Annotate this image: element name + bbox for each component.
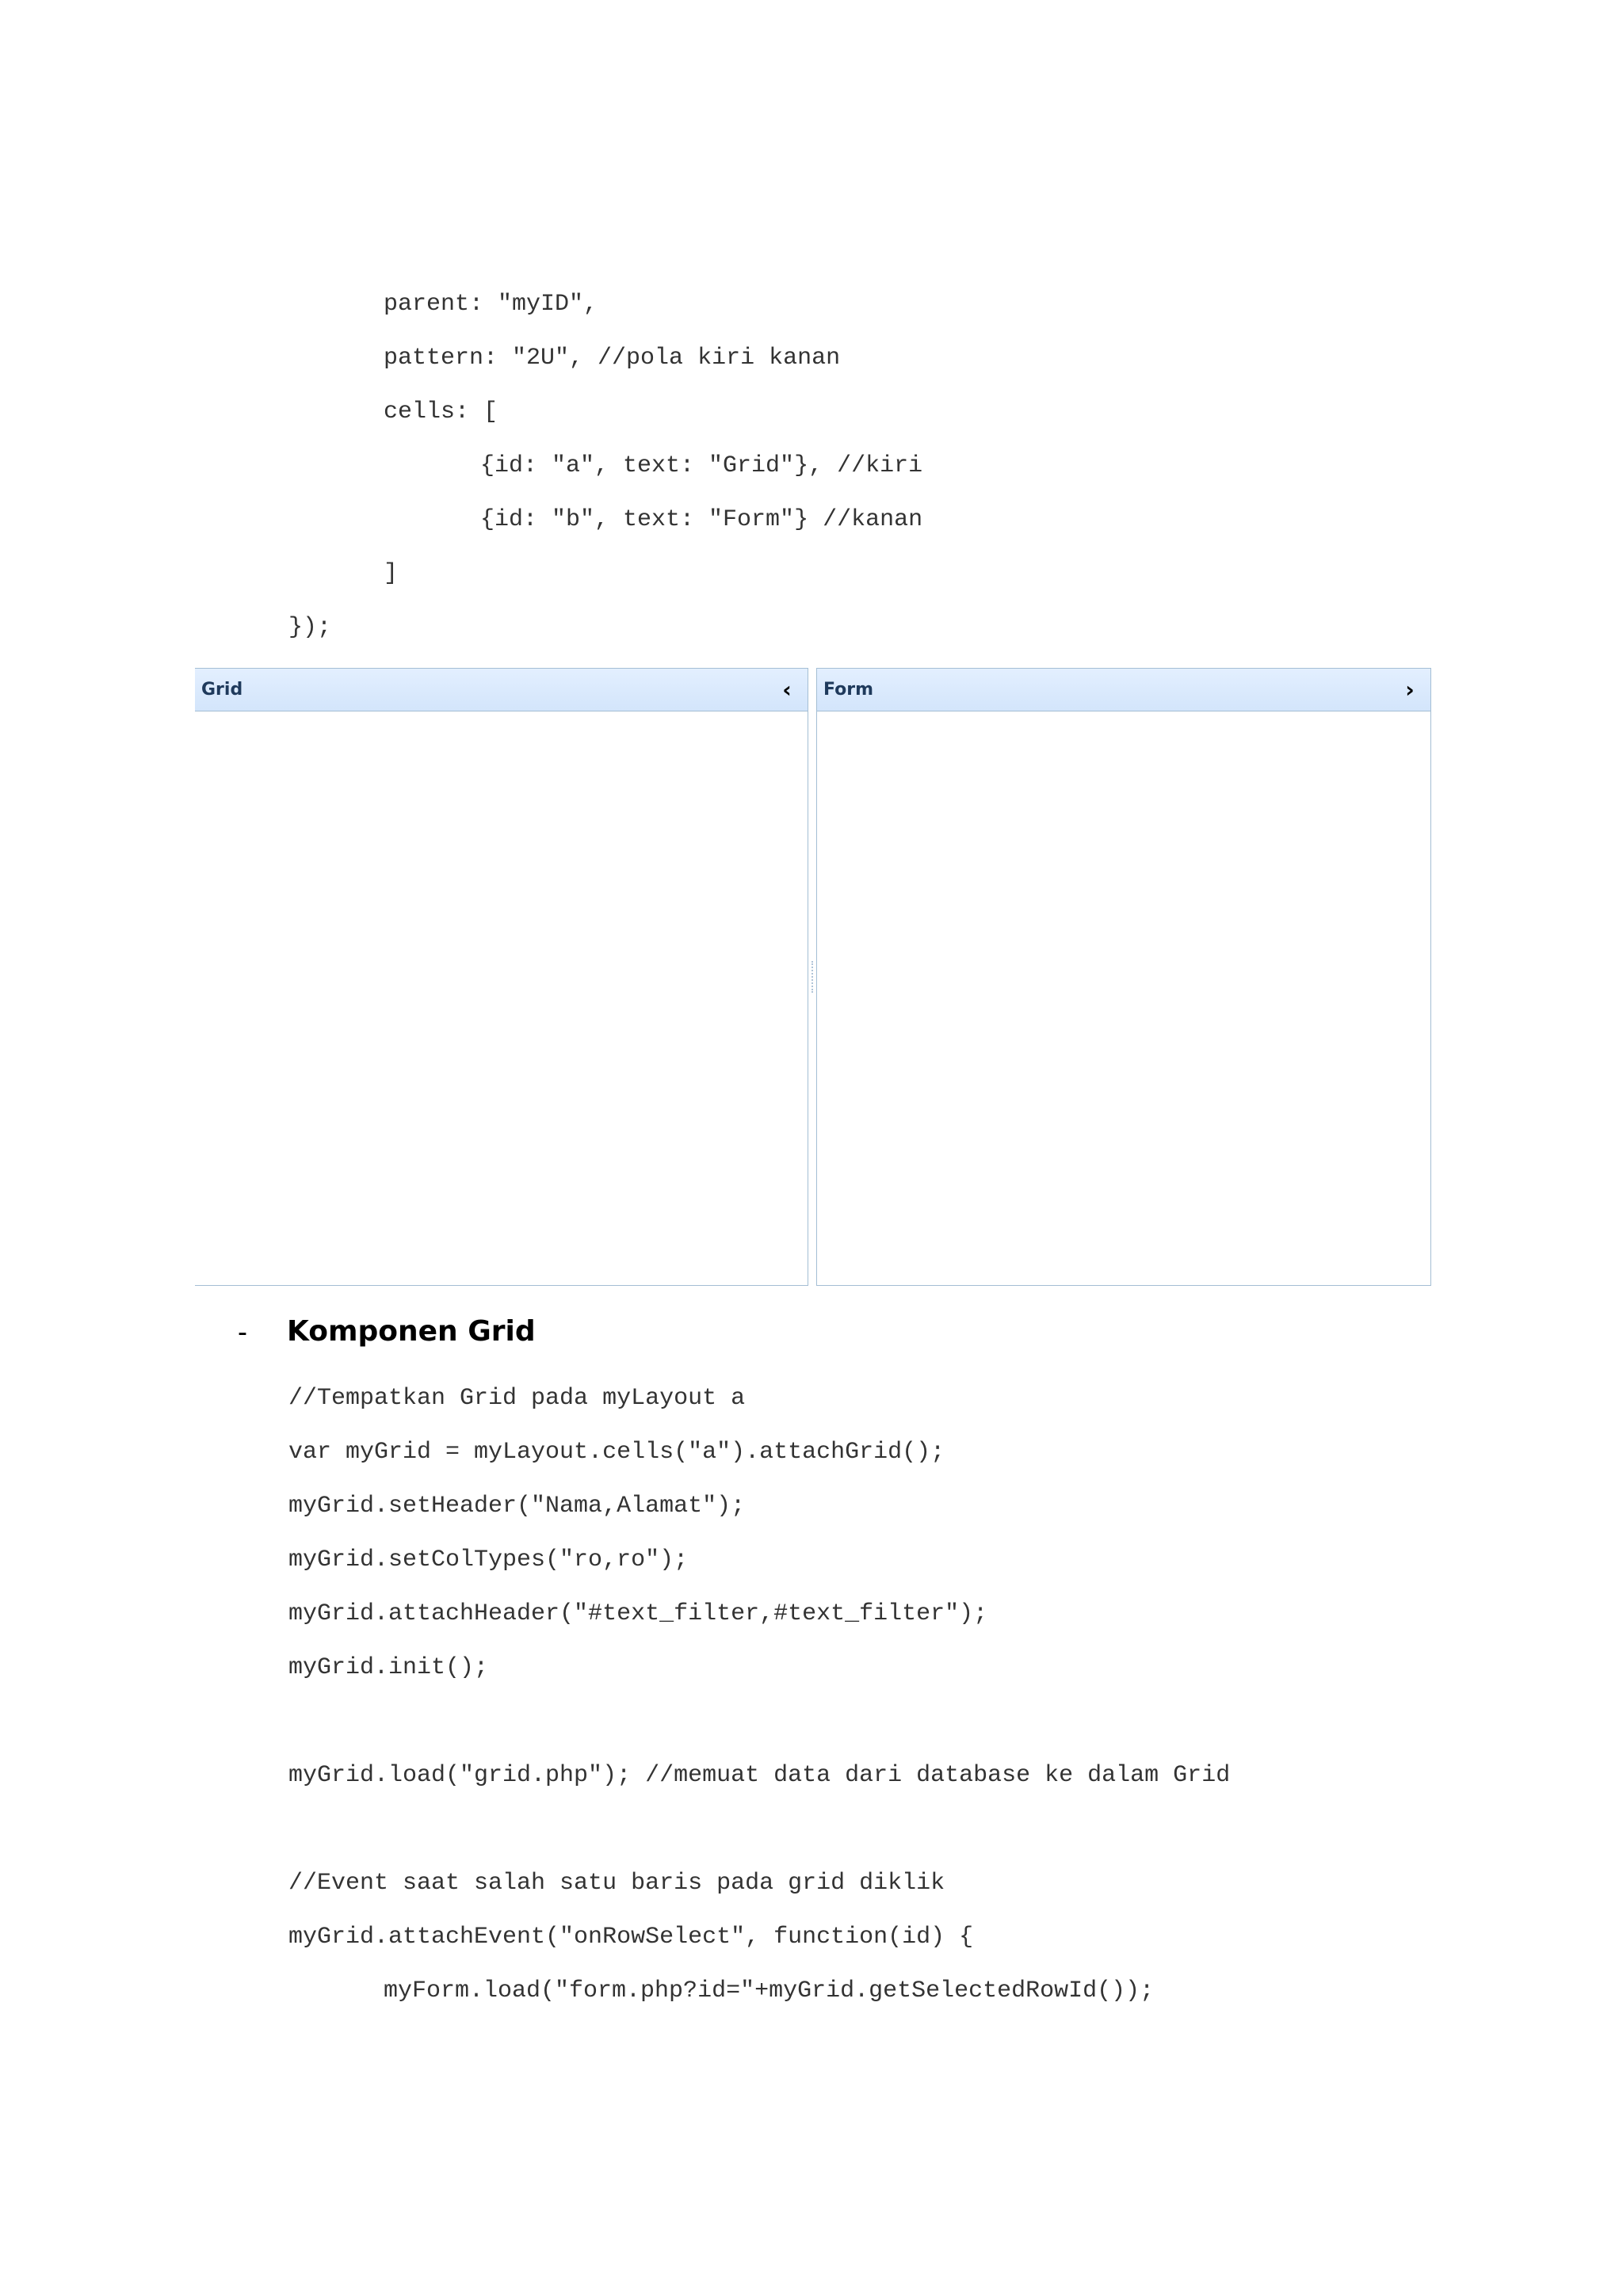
code-line: pattern: "2U", //pola kiri kanan <box>384 345 841 372</box>
chevron-left-icon[interactable]: ‹ <box>782 677 792 703</box>
code-line: myGrid.setHeader("Nama,Alamat"); <box>288 1493 746 1520</box>
cell-header-grid <box>195 669 808 711</box>
layout-screenshot <box>195 668 1431 1287</box>
code-line: myGrid.attachEvent("onRowSelect", function(id) { <box>288 1924 974 1951</box>
list-bullet: - <box>238 1315 247 1348</box>
layout-cell-grid <box>195 668 808 1286</box>
code-line: myGrid.attachHeader("#text_filter,#text_filter"); <box>288 1600 988 1627</box>
layout-cell-form <box>816 668 1431 1286</box>
code-line: var myGrid = myLayout.cells("a").attachGrid(); <box>288 1439 945 1466</box>
code-line: myGrid.setColTypes("ro,ro"); <box>288 1547 689 1573</box>
code-line: cells: [ <box>384 399 498 425</box>
code-line: {id: "a", text: "Grid"}, //kiri <box>480 452 923 479</box>
code-line: {id: "b", text: "Form"} //kanan <box>480 506 923 533</box>
code-line: myForm.load("form.php?id="+myGrid.getSelectedRowId()); <box>384 1978 1155 2004</box>
chevron-right-icon[interactable]: › <box>1405 677 1415 703</box>
code-line: ] <box>384 560 399 587</box>
code-line: //Tempatkan Grid pada myLayout a <box>288 1385 746 1412</box>
cell-header-form <box>817 669 1430 711</box>
code-line: //Event saat salah satu baris pada grid diklik <box>288 1870 945 1897</box>
cell-title-grid: Grid <box>201 680 243 700</box>
code-line: }); <box>288 614 332 641</box>
section-heading: Komponen Grid <box>287 1315 536 1348</box>
cell-title-form: Form <box>823 680 874 700</box>
splitter-grip <box>812 961 815 993</box>
layout-splitter[interactable] <box>808 668 816 1286</box>
code-line: parent: "myID", <box>384 291 598 318</box>
code-line: myGrid.init(); <box>288 1654 489 1681</box>
code-line: myGrid.load("grid.php"); //memuat data dari database ke dalam Grid <box>288 1762 1231 1789</box>
